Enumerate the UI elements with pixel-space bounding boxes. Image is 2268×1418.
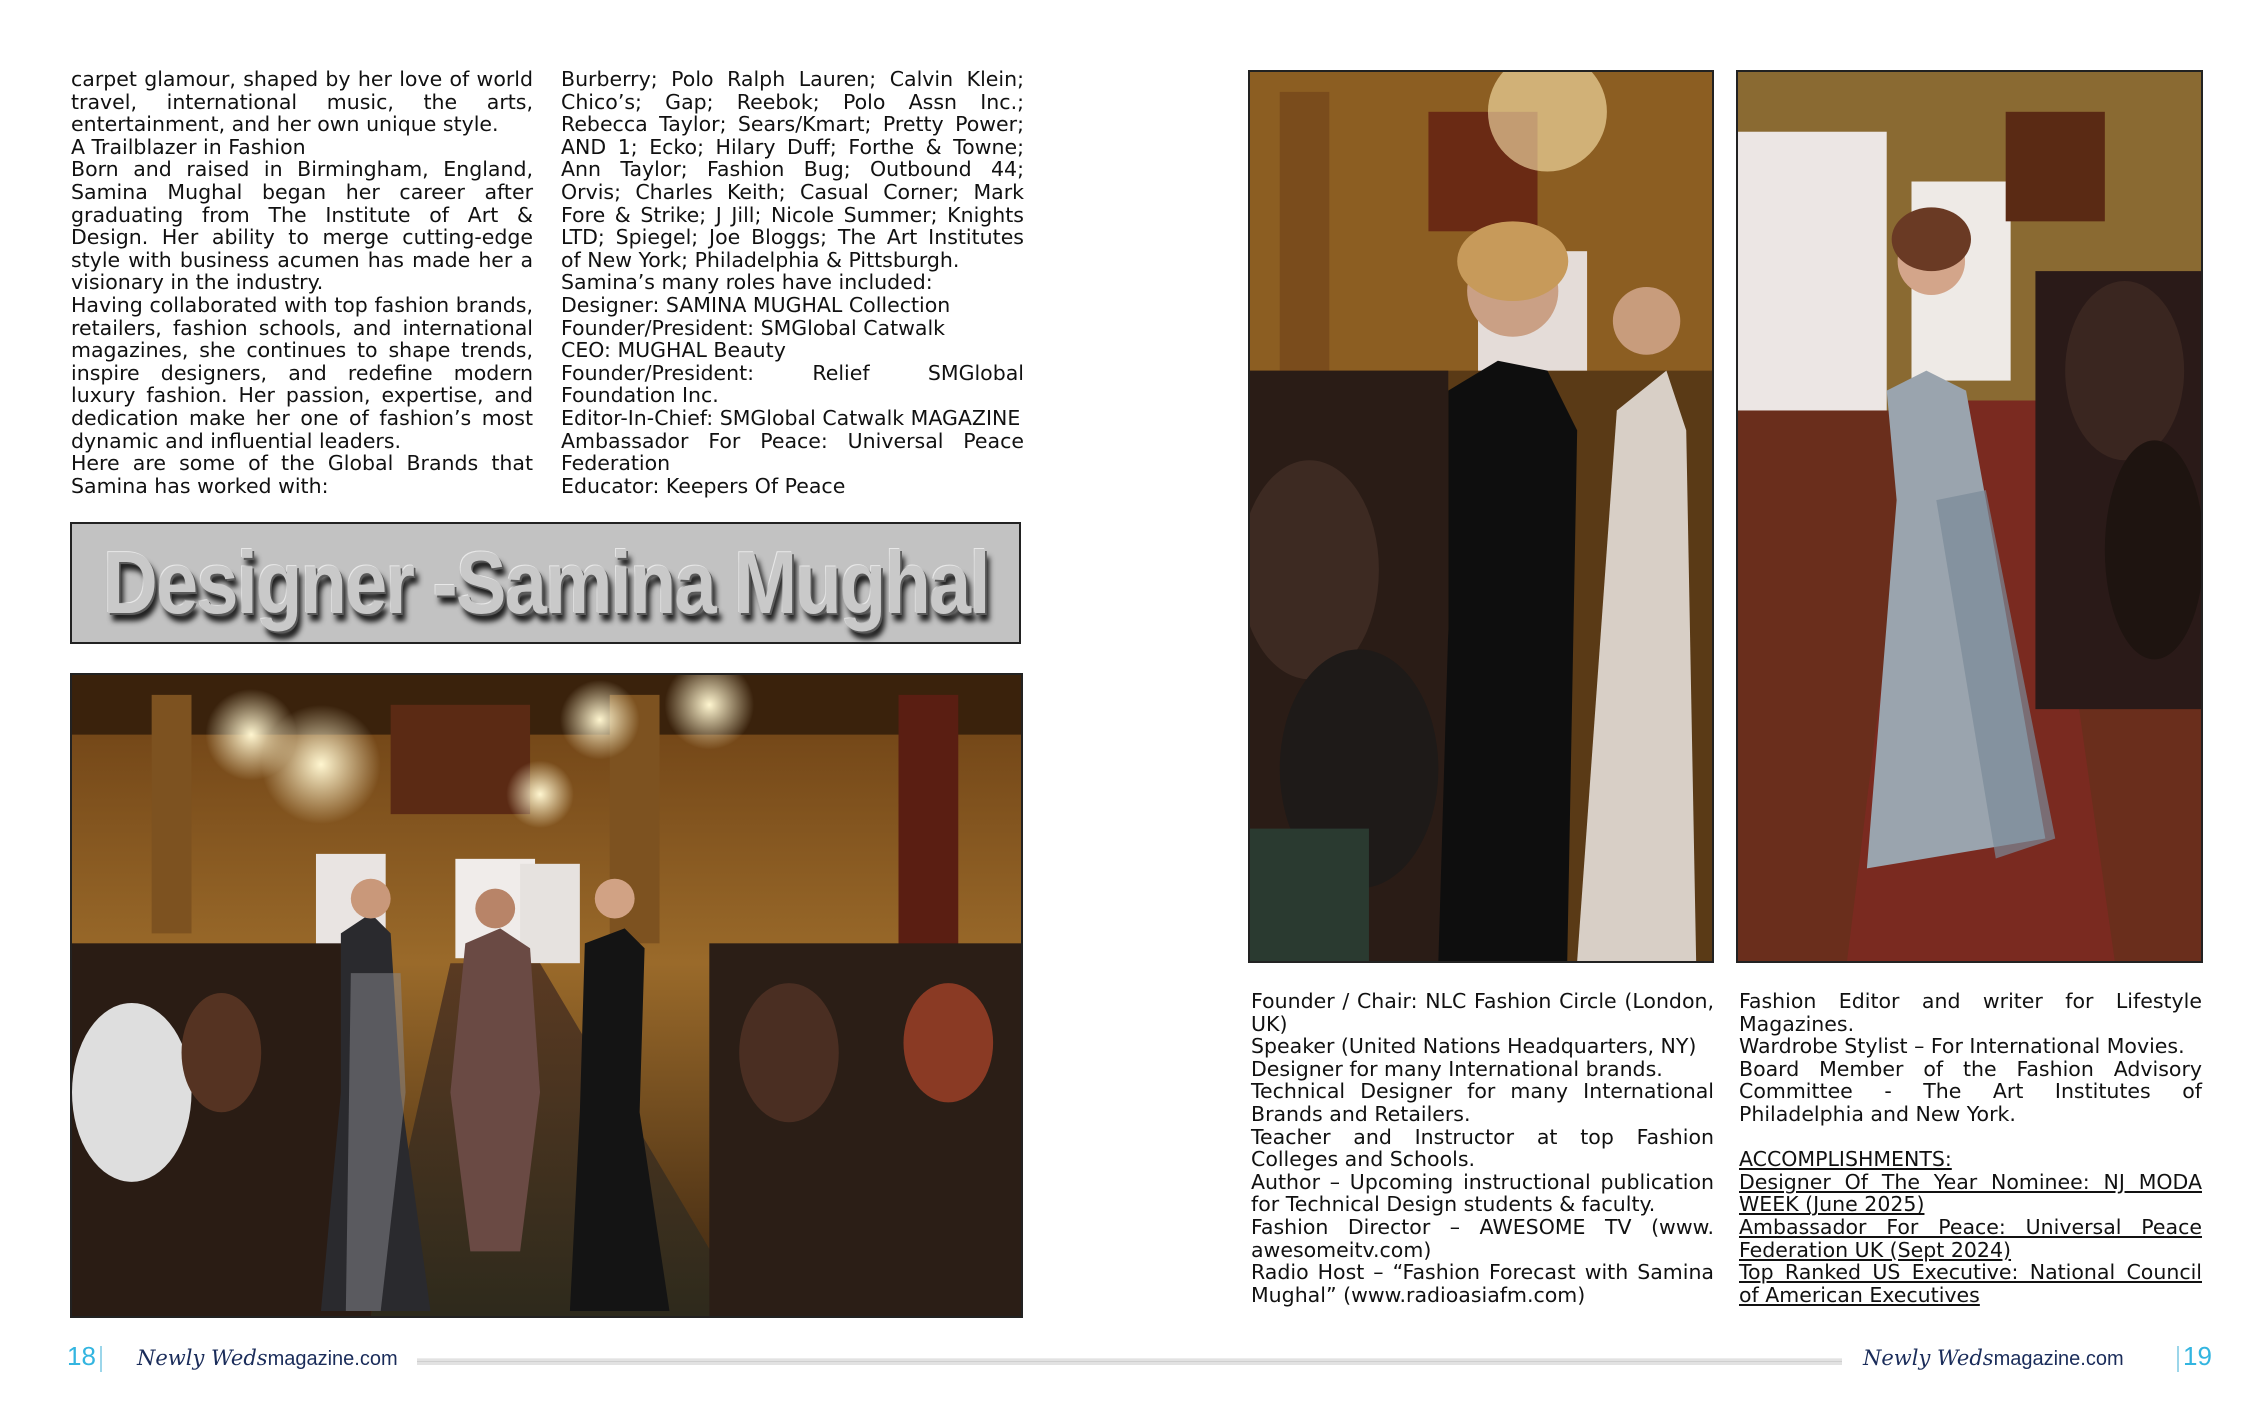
text-column-4 [1739,990,2202,1306]
role-item: Technical Designer for many International Brands and Retailers. [1251,1079,1714,1126]
role-item: Wardrobe Stylist – For International Movies. [1739,1034,2185,1059]
footer-rule [417,1358,1842,1365]
footer-divider [100,1346,102,1372]
runway-photo-right-1 [1248,70,1714,963]
brand-list: Burberry; Polo Ralph Lauren; Calvin Klein; Chico’s; Gap; Reebok; Polo Assn Inc.; Rebecca Taylor; Sears/Kmart; Pretty Power; AND 1; Ecko; Hilary Duff; Forthe & Towne; Ann Taylor; Fashion Bug; Outbound 44; Orvis; Charles Keith; Casual Corner; Mark Fore & Strike; J Jill; Nicole Summer; Knights LTD; Spiegel; Joe Bloggs; The Art Institutes of New York; Philadelphia & Pittsburgh. [561,67,1024,272]
role-item: Editor-In-Chief: SMGlobal Catwalk MAGAZINE [561,405,1021,430]
accomplishment-item: Top Ranked US Executive: National Council of American Executives [1739,1260,2202,1307]
accomplishment-item: Ambassador For Peace: Universal Peace Federation UK (Sept 2024) [1739,1214,2202,1262]
brand-script: Newly Weds [1863,1346,1994,1370]
runway-photo-right-2-image [1738,72,2201,961]
runway-photo-right-1-image [1250,72,1712,961]
role-item: CEO: MUGHAL Beauty [561,338,786,363]
page-number-left: 18 [67,1341,96,1371]
role-item: Board Member of the Fashion Advisory Committee - The Art Institutes of Philadelphia and New York. [1739,1056,2202,1126]
accomplishment-item: Designer Of The Year Nominee: NJ MODA WEEK (June 2025) [1739,1169,2202,1217]
runway-photo-right-2 [1736,70,2203,963]
text-column-1 [71,68,533,497]
role-item: Teacher and Instructor at top Fashion Colleges and Schools. [1251,1124,1714,1172]
brand-suffix: magazine.com [1993,1348,2124,1370]
brand-suffix: magazine.com [267,1348,398,1370]
page-number-right: 19 [2183,1341,2212,1371]
role-item: Designer for many International brands. [1251,1056,1663,1081]
paragraph: Here are some of the Global Brands that Samina has worked with: [71,451,533,498]
brand-script: Newly Weds [137,1346,268,1370]
spacer [1739,1126,2202,1149]
footer-brand-right [1863,1346,2124,1371]
role-item: Designer: SAMINA MUGHAL Collection [561,292,951,317]
role-item: Ambassador For Peace: Universal Peace Federation [561,428,1024,476]
role-item: Founder/President: SMGlobal Catwalk [561,315,946,340]
paragraph: Samina’s many roles have included: [561,270,933,295]
text-column-2 [561,68,1024,497]
role-item: Author – Upcoming instructional publication for Technical Design students & faculty. [1251,1169,1714,1217]
role-item: Founder/President: Relief SMGlobal Foundation Inc. [561,360,1024,408]
role-item: Fashion Director – AWESOME TV (www. awesomeitv.com) [1251,1214,1714,1262]
runway-photo-main-image [72,675,1021,1316]
section-heading: A Trailblazer in Fashion [71,134,306,159]
role-item: Educator: Keepers Of Peace [561,473,846,498]
title-banner [70,522,1021,644]
banner-title: Designer -Samina Mughal [102,533,989,632]
footer-brand-left [137,1346,398,1371]
runway-photo-main [70,673,1023,1318]
role-item: Fashion Editor and writer for Lifestyle Magazines. [1739,989,2202,1036]
role-item: Founder / Chair: NLC Fashion Circle (London, UK) [1251,989,1714,1036]
paragraph: carpet glamour, shaped by her love of world travel, international music, the arts, entertainment, and her own unique style. [71,67,533,137]
accomplishments-heading: ACCOMPLISHMENTS: [1739,1147,1952,1172]
text-column-3 [1251,990,1714,1306]
paragraph: Having collaborated with top fashion brands, retailers, fashion schools, and international magazines, she continues to shape trends, inspire designers, and redefine modern luxury fashion. Her passion, expertise, and dedication make her one of fashion’s most dynamic and influential leaders. [71,292,533,453]
paragraph: Born and raised in Birmingham, England, Samina Mughal began her career after graduating from The Institute of Art & Design. Her ability to merge cutting-edge style with business acumen has made her a visionary in the industry. [71,157,533,295]
footer-divider [2177,1346,2179,1372]
role-item: Radio Host – “Fashion Forecast with Samina Mughal” (www.radioasiafm.com) [1251,1260,1714,1307]
role-item: Speaker (United Nations Headquarters, NY) [1251,1034,1697,1059]
